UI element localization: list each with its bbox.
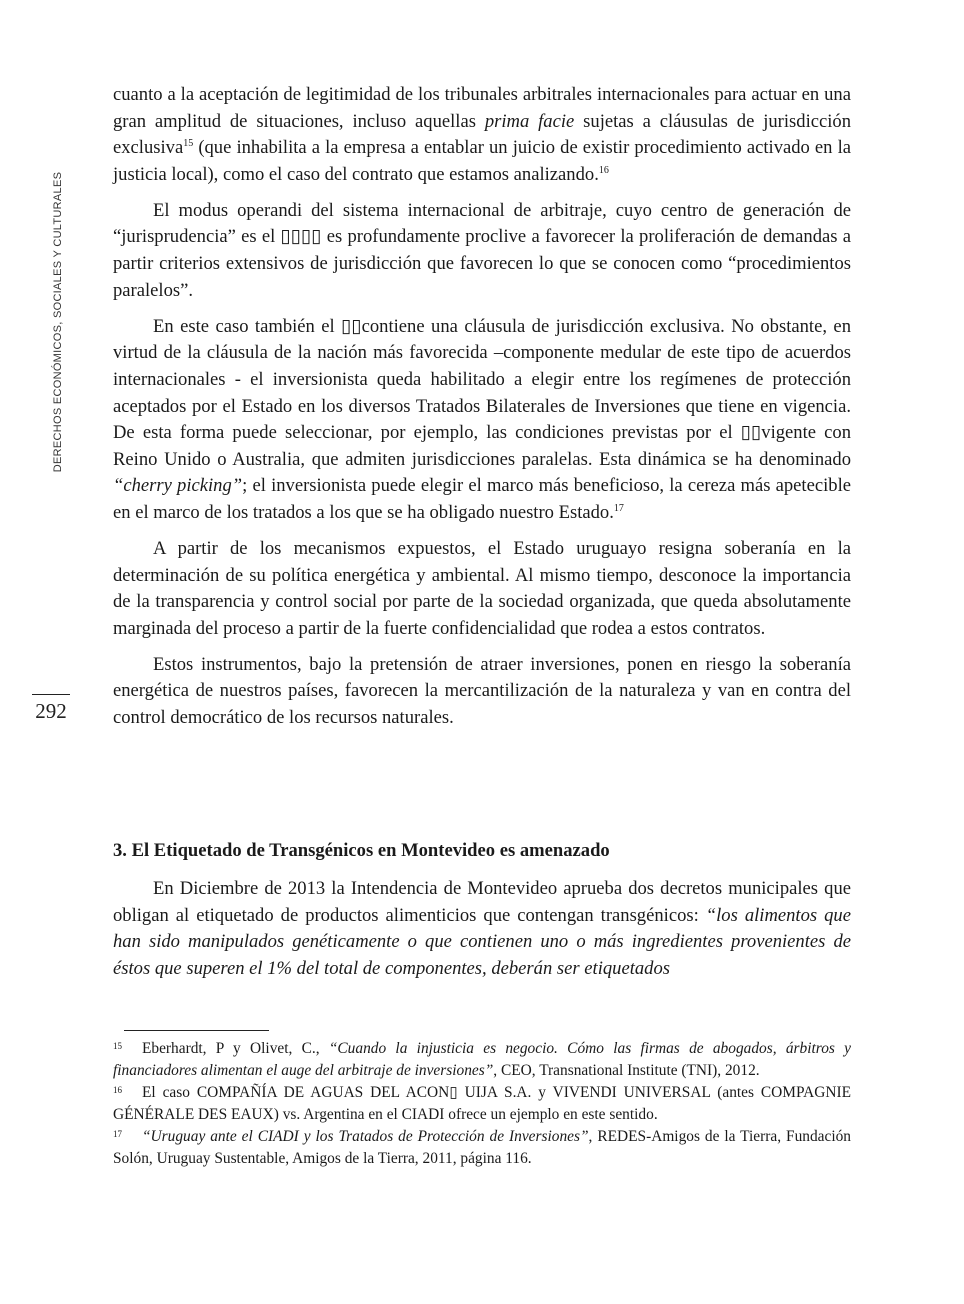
paragraph-5: Estos instrumentos, bajo la pretensión de atraer inversiones, ponen en riesgo la soberanía energética de nuestros países, favorecen la mercantilización de la naturaleza y van en contra del control democrático de los recursos naturales. [113, 653, 851, 729]
paragraph-3: En este caso también el ▯▯contiene una cláusula de jurisdicción exclusiva. No obstante, en virtud de la cláusula de la nación más favorecida –componente medular de este tipo de acuerdos internacionales - el inversionista queda habilitado a elegir entre los regímenes de protección aceptados por el Estado en los diversos Tratados Bilaterales de Inversiones que tiene en vigencia. De esta forma puede seleccionar, por ejemplo, las condiciones previstas por el ▯▯vigente con Reino Unido o Australia, que admiten jurisdicciones paralelas. Esta dinámica se ha denominado “cherry picking”; el inversionista puede elegir el marco más beneficioso, la cereza más apetecible en el marco de los tratados a los que se ha obligado nuestro Estado.$^{17}$ [113, 315, 851, 523]
footnote-17: 17 “Uruguay ante el CIADI y los Tratados de Protección de Inversiones”, REDES-Amigos de la Tierra, Fundación Solón, Uruguay Sustentable, Amigos de la Tierra, 2011, página 116. [113, 1128, 851, 1167]
paragraph-1: cuanto a la aceptación de legitimidad de los tribunales arbitrales internacionales para actuar en una gran amplitud de situaciones, incluso aquellas prima facie sujetas a cláusulas de jurisdicción exclusiva$^{15}$ (que inhabilita a la empresa a entablar un juicio de existir procedimiento activado en la justicia local), como el caso del contrato que estamos analizando.$^{16}$ [113, 84, 851, 185]
footnote-ref-16: 16 [598, 164, 609, 176]
footnote-15: 15 Eberhardt, P y Olivet, C., “Cuando la injusticia es negocio. Cómo las firmas de abogados, árbitros y financiadores alimentan el auge del arbitraje de inversiones”, CEO, Transnational Institute (TNI), 2012. [113, 1040, 851, 1079]
footnote-separator [124, 1030, 269, 1031]
page-number-rule [32, 694, 70, 695]
footnote-ref-15: 15 [183, 138, 194, 149]
footnote-16: 16 El caso COMPAÑÍA DE AGUAS DEL ACON▯ UIJA S.A. y VIVENDI UNIVERSAL (antes COMPAGNIE GÉNÉRALE DES EAUX) vs. Argentina en el CIADI ofrece un ejemplo en este sentido. [113, 1084, 851, 1123]
footnotes [113, 1038, 851, 1171]
paragraph-4: A partir de los mecanismos expuestos, el Estado uruguayo resigna soberanía en la determinación de su política energética y ambiental. Al mismo tiempo, desconoce la importancia de la transparencia y control social por parte de la sociedad organizada, que queda absolutamente marginada del proceso a partir de la fuerte confidencialidad que rodea a estos contratos. [113, 538, 851, 639]
footnote-ref-17: 17 [613, 502, 624, 514]
body-text [113, 82, 851, 741]
paragraph-2: El modus operandi del sistema internacional de arbitraje, cuyo centro de generación de “jurisprudencia” es el ▯▯▯▯ es profundamente proclive a favorecer la proliferación de demandas a partir criterios extensivos de jurisdicción que favorecen lo que se conocen como “procedimientos paralelos”. [113, 199, 851, 301]
section-heading: 3. El Etiquetado de Transgénicos en Montevideo es amenazado [113, 840, 610, 861]
section-paragraph-1: En Diciembre de 2013 la Intendencia de Montevideo aprueba dos decretos municipales que obligan al etiquetado de productos alimenticios que contengan transgénicos: “los alimentos que han sido manipulados genéticamente o que contienen uno o más ingredientes provenientes de éstos que superen el 1% del total de componentes, deberán ser etiquetados [113, 878, 851, 979]
page-number: 292 [35, 699, 67, 723]
side-title-text: DERECHOS ECONÓMICOS, SOCIALES Y CULTURALES [52, 171, 64, 473]
section-text [113, 876, 851, 982]
